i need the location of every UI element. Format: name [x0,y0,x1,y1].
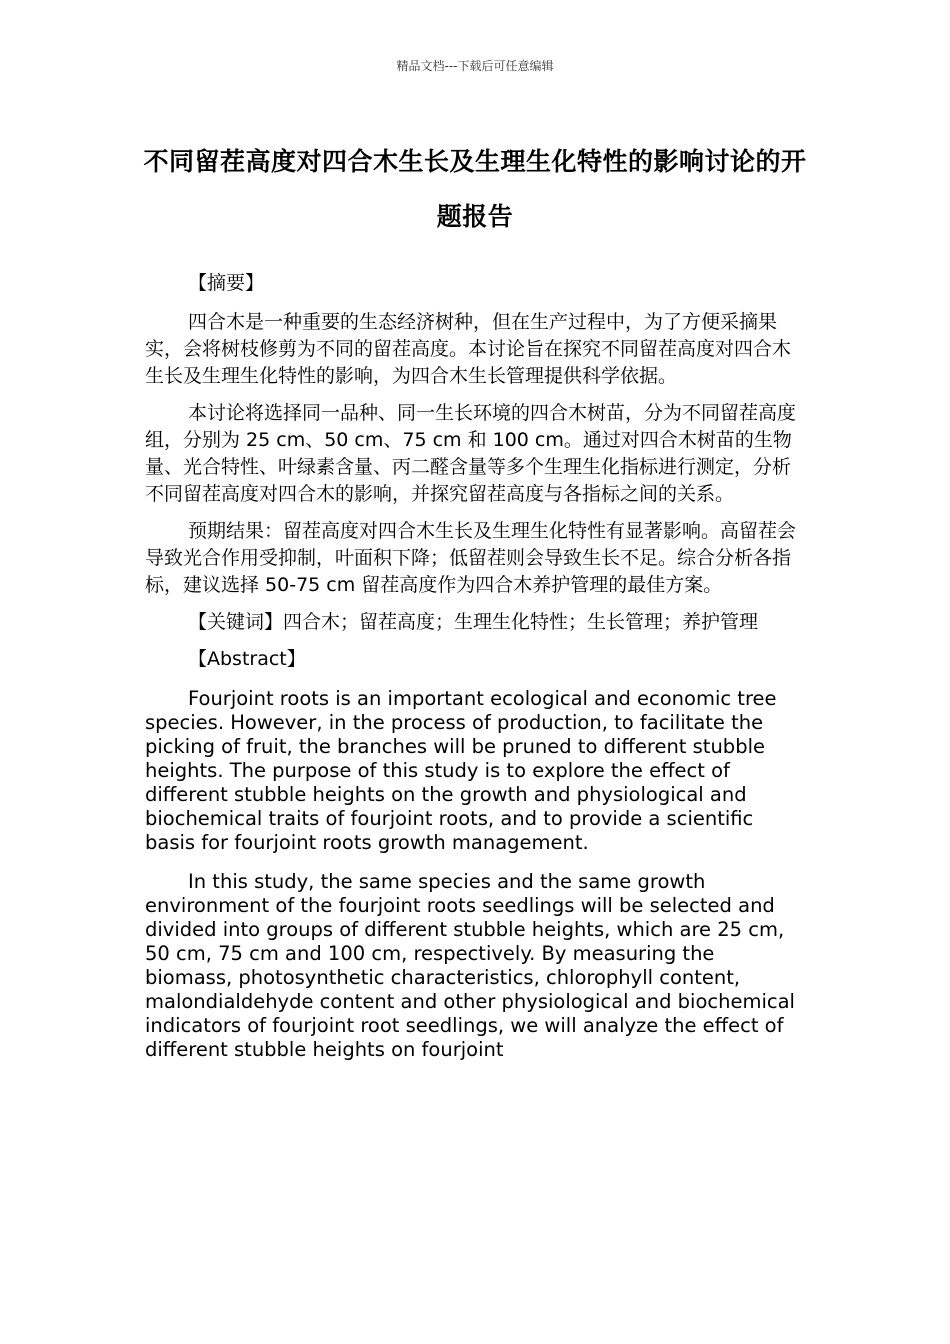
abstract-en-paragraph: Fourjoint roots is an important ecological and economic tree species. However, in the process of production, to facilitate the picking of fruit, the branches will be pruned to different stubble heights. The purpose of this study is to explore the effect of different stubble heights on the growth and physiological and biochemical traits of fourjoint roots, and to provide a scientific basis for fourjoint roots growth management. [145,687,777,854]
document-body [145,270,805,1077]
abstract-cn-paragraph: 本讨论将选择同一品种、同一生长环境的四合木树苗，分为不同留茬高度组，分别为 25 cm、50 cm、75 cm 和 100 cm。通过对四合木树苗的生物量、光合特性、叶绿素含量、丙二醛含量等多个生理生化指标进行测定，分析不同留茬高度对四合木的影响，并探究留茬高度与各指标之间的关系。 [145,402,797,505]
document-title: 不同留茬高度对四合木生长及生理生化特性的影响讨论的开题报告 [143,147,807,231]
abstract-en-paragraph: In this study, the same species and the same growth environment of the fourjoint roots seedlings will be selected and divided into groups of different stubble heights, which are 25 cm, 50 cm, 75 cm and 100 cm, respectively. By measuring the biomass, photosynthetic characteristics, chlorophyll content, malondialdehyde content and other physiological and biochemical indicators of fourjoint root seedlings, we will analyze the effect of different stubble heights on fourjoint [145,870,795,1061]
header-note: 精品文档---下载后可任意编辑 [396,59,554,73]
abstract-en-heading: 【Abstract】 [188,648,306,670]
abstract-cn-heading: 【摘要】 [188,272,265,294]
abstract-cn-paragraph: 预期结果：留茬高度对四合木生长及生理生化特性有显著影响。高留茬会导致光合作用受抑制，叶面积下降；低留茬则会导致生长不足。综合分析各指标，建议选择 50-75 cm 留茬高度作为四合木养护管理的最佳方案。 [145,520,797,596]
abstract-cn-paragraph: 四合木是一种重要的生态经济树种，但在生产过程中，为了方便采摘果实，会将树枝修剪为不同的留茬高度。本讨论旨在探究不同留茬高度对四合木生长及生理生化特性的影响，为四合木生长管理提供科学依据。 [145,311,792,387]
keywords-cn: 【关键词】四合木；留茬高度；生理生化特性；生长管理；养护管理 [188,611,759,633]
